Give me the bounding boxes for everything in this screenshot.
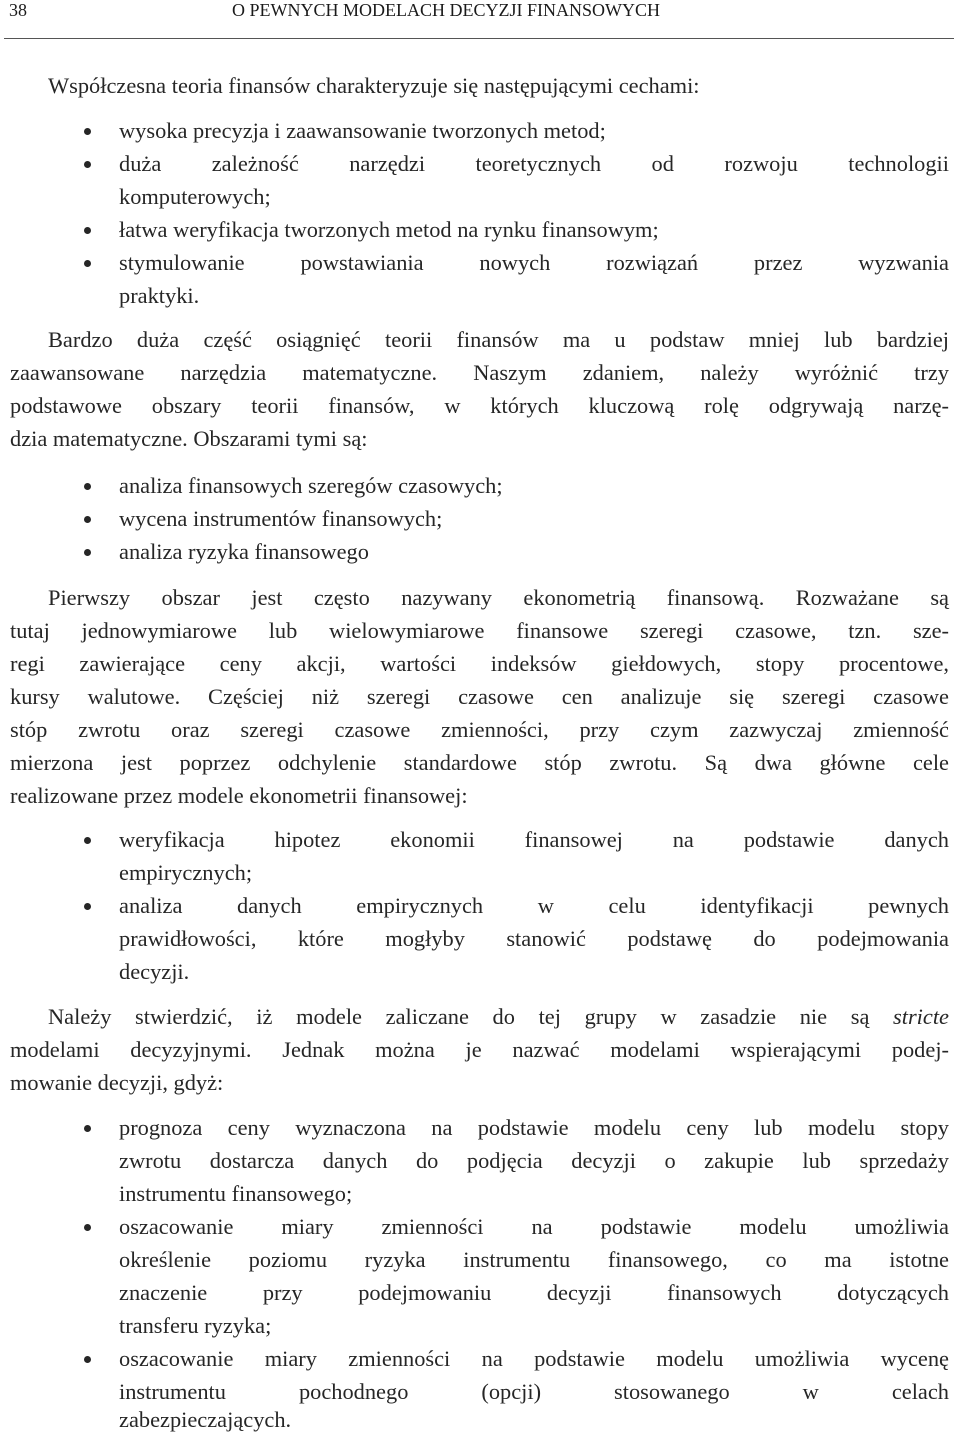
list-item-continuation: praktyki.	[119, 283, 200, 308]
paragraph-line: Pierwszy obszar jest często nazywany ekonometrią finansową. Rozważane są	[48, 585, 949, 610]
paragraph-line: realizowane przez modele ekonometrii finansowej:	[10, 783, 468, 808]
list-item-continuation: decyzji.	[119, 959, 190, 984]
header-rule	[4, 38, 954, 39]
list-item-continuation: instrumentu finansowego;	[119, 1181, 353, 1206]
bullet-icon	[84, 1125, 91, 1132]
paragraph-line: kursy walutowe. Częściej niż szeregi czasowe cen analizuje się szeregi czasowe	[10, 684, 949, 709]
list-item-continuation: empirycznych;	[119, 860, 253, 885]
list-item: analiza ryzyka finansowego	[0, 536, 960, 568]
bullet-icon	[84, 161, 91, 168]
list-item: weryfikacja hipotez ekonomii finansowej na podstawie danych	[0, 824, 960, 856]
list-item: oszacowanie miary zmienności na podstawie modelu umożliwia wycenę	[0, 1343, 960, 1375]
bullet-icon	[84, 483, 91, 490]
page-number: 38	[9, 0, 27, 20]
list-item: stymulowanie powstawiania nowych rozwiązań przez wyzwania	[0, 247, 960, 279]
paragraph-line: stóp zwrotu oraz szeregi czasowe zmienności, przy czym zazwyczaj zmienność	[10, 717, 949, 742]
paragraph-line: Należy stwierdzić, iż modele zaliczane do tej grupy w zasadzie nie są stricte	[48, 1004, 949, 1029]
paragraph-line: tutaj jednowymiarowe lub wielowymiarowe finansowe szeregi czasowe, tzn. sze-	[10, 618, 949, 643]
paragraph-line: Bardzo duża część osiągnięć teorii finansów ma u podstaw mniej lub bardziej	[48, 327, 949, 352]
list-item: wysoka precyzja i zaawansowanie tworzonych metod;	[0, 115, 960, 147]
bullet-icon	[84, 837, 91, 844]
paragraph-line: mowanie decyzji, gdyż:	[10, 1070, 224, 1095]
bullet-icon	[84, 1224, 91, 1231]
list-item: analiza danych empirycznych w celu identyfikacji pewnych	[0, 890, 960, 922]
paragraph-line: regi zawierające ceny akcji, wartości indeksów giełdowych, stopy procentowe,	[10, 651, 949, 676]
list-item: analiza finansowych szeregów czasowych;	[0, 470, 960, 502]
running-title: O PEWNYCH MODELACH DECYZJI FINANSOWYCH	[232, 0, 660, 20]
emphasis-stricte: stricte	[893, 1004, 949, 1029]
bullet-icon	[84, 1356, 91, 1363]
bullet-icon	[84, 516, 91, 523]
bullet-icon	[84, 260, 91, 267]
list-item-continuation: prawidłowości, które mogłyby stanowić podstawę do podejmowania	[119, 926, 949, 951]
bullet-icon	[84, 128, 91, 135]
paragraph-line: Współczesna teoria finansów charakteryzuje się następującymi cechami:	[48, 73, 700, 98]
paragraph-line: modelami decyzyjnymi. Jednak można je nazwać modelami wspierającymi podej-	[10, 1037, 949, 1062]
paragraph-line: mierzona jest poprzez odchylenie standardowe stóp zwrotu. Są dwa główne cele	[10, 750, 949, 775]
list-item: wycena instrumentów finansowych;	[0, 503, 960, 535]
list-item-continuation: znaczenie przy podejmowaniu decyzji finansowych dotyczących	[119, 1280, 949, 1305]
paragraph-line: podstawowe obszary teorii finansów, w których kluczową rolę odgrywają narzę-	[10, 393, 949, 418]
bullet-icon	[84, 903, 91, 910]
paragraph-line: dzia matematyczne. Obszarami tymi są:	[10, 426, 368, 451]
paragraph-line: zaawansowane narzędzia matematyczne. Naszym zdaniem, należy wyróżnić trzy	[10, 360, 949, 385]
list-item: oszacowanie miary zmienności na podstawie modelu umożliwia	[0, 1211, 960, 1243]
bullet-icon	[84, 549, 91, 556]
list-item: duża zależność narzędzi teoretycznych od rozwoju technologii	[0, 148, 960, 180]
list-item-continuation: instrumentu pochodnego (opcji) stosowanego w celach	[119, 1379, 949, 1404]
list-item-continuation: określenie poziomu ryzyka instrumentu finansowego, co ma istotne	[119, 1247, 949, 1272]
list-item-continuation: komputerowych;	[119, 184, 271, 209]
list-item-continuation: zwrotu dostarcza danych do podjęcia decyzji o zakupie lub sprzedaży	[119, 1148, 949, 1173]
list-item: łatwa weryfikacja tworzonych metod na rynku finansowym;	[0, 214, 960, 246]
list-item-continuation: transferu ryzyka;	[119, 1313, 272, 1338]
list-item: prognoza ceny wyznaczona na podstawie modelu ceny lub modelu stopy	[0, 1112, 960, 1144]
bullet-icon	[84, 227, 91, 234]
list-item-continuation: zabezpieczających.	[119, 1407, 292, 1432]
